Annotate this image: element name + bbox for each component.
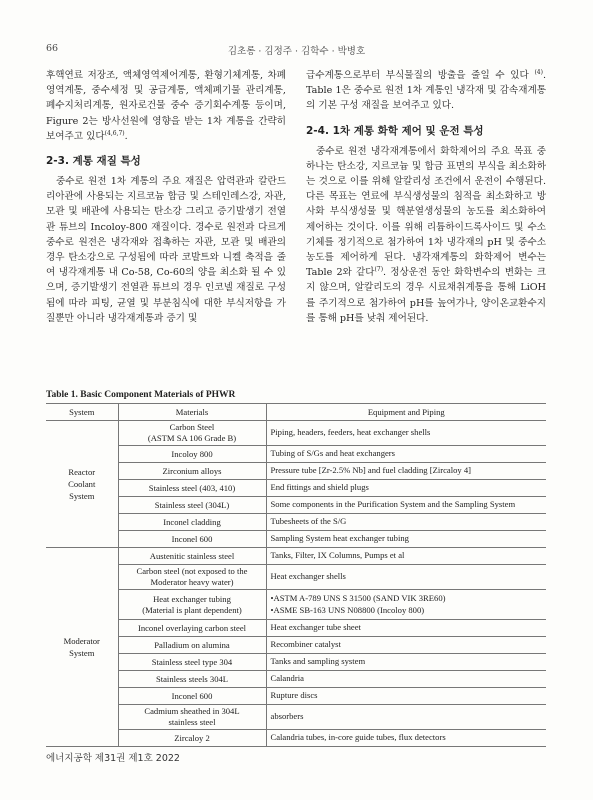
equipment-line: Piping, headers, feeders, heat exchanger shells (270, 427, 431, 438)
equipment-line: absorbers (270, 711, 304, 722)
material-line: Inconel 600 (171, 690, 213, 701)
equipment-line: Some components in the Purification System and the Sampling System (270, 499, 516, 510)
section-heading-2-3: 2-3. 계통 재질 특성 (46, 155, 141, 168)
equipment-cell (266, 531, 546, 548)
paragraph-chemistry-control: 중수로 원전 냉각재계통에서 화학제어의 주요 목표 중 하나는 탄소강, 지르코늄 및 합금 표면의 부식을 최소화하는 것으로 이를 위해 알칼리성 조건에서 운전이 수행된다. 다른 목표는 연료에 부식생성물의 침적을 최소화하고 방사화 부식생성물 및 핵분열생성물의 농도를 최소화하여 제어하는 것이다. 이를 위해 리튬하이드록사이드 및 수소기체를 정기적으로 첨가하여 1차 냉각재의 pH 및 중수소 농도를 제어하게 된다. 냉각재계통의 화학제어 변수는 Table 2와 같다$^{(7)}$. 정상운전 동안 화학변수의 변화는 크지 않으며, 알칼리도의 경우 시료채취계통을 통해 LiOH를 주기적으로 첨가하여 pH를 높여가나, 양이온교환수지를 통해 pH를 낮춰 제어된다. (306, 145, 546, 324)
table-row (46, 688, 546, 705)
table-row (46, 421, 546, 446)
system-label-line: Moderator (63, 636, 100, 646)
material-line: Austenitic stainless steel (149, 550, 235, 561)
equipment-line: Calandria tubes, in-core guide tubes, flux detectors (270, 732, 446, 743)
equipment-cell (266, 654, 546, 671)
page-number: 66 (46, 43, 59, 54)
material-line: Inconel overlaying carbon steel (137, 622, 247, 633)
header-system: System (46, 404, 118, 421)
table-caption: Table 1. Basic Component Materials of PHWR (46, 390, 236, 400)
system-label-line: Coolant (68, 479, 96, 489)
citation-ref: (4) (534, 68, 543, 76)
material-cell (118, 463, 266, 480)
material-cell (118, 688, 266, 705)
material-line: Stainless steel (403, 410) (148, 482, 236, 493)
page-header (46, 43, 547, 57)
header-materials: Materials (118, 404, 266, 421)
paragraph-primary-systems: 후핵연료 저장조, 액체영역제어계통, 환형기체계통, 차폐영역계통, 중수세정 및 공급계통, 액체폐기물 관리계통, 폐수지처리계통, 원자로건물 중수 증기회수계통 등이며, Figure 2는 방사선원에 영향을 받는 1차 계통을 간략히 보여주고 있다$^{(4,6,7)}$. (46, 70, 286, 142)
table-row (46, 620, 546, 637)
equipment-line: Rupture discs (270, 690, 318, 701)
materials-table (46, 403, 546, 747)
material-cell (118, 446, 266, 463)
material-line: Zircaloy 2 (174, 732, 210, 743)
table-row (46, 565, 546, 590)
material-line: Stainless steel type 304 (151, 656, 233, 667)
equipment-cell (266, 671, 546, 688)
equipment-cell (266, 705, 546, 730)
material-cell (118, 705, 266, 730)
material-cell (118, 654, 266, 671)
table-header-row (46, 404, 546, 421)
material-line: Stainless steels 304L (155, 673, 229, 684)
equipment-cell (266, 730, 546, 747)
equipment-cell (266, 497, 546, 514)
material-line: Incoloy 800 (171, 448, 213, 459)
journal-footer: 에너지공학 제31권 제1호 2022 (46, 753, 180, 764)
material-line: Stainless steel (304L) (154, 499, 230, 510)
table-row (46, 480, 546, 497)
table-row (46, 590, 546, 620)
equipment-cell (266, 463, 546, 480)
material-line: Carbon steel (not exposed to the (136, 566, 248, 576)
paragraph-material-properties: 중수로 원전 1차 계통의 주요 재질은 압력관과 칼란드리아관에 사용되는 지르코늄 합금 및 스테인레스강, 자관, 모관 및 배관에 사용되는 탄소강 그리고 증기발생기 전열관 튜브의 Incoloy-800 재질이다. 경수로 원전과 다르게 중수로 원전은 냉각재와 접촉하는 자관, 모관 및 배관의 경우 탄소강으로 구성됨에 따라 코발트와 니켈 축적을 줄여 냉각재계통 내 Co-58, Co-60의 양을 최소화 될 수 있으며, 증기발생기 전열관 튜브의 경우 인코넬 재질로 구성됨에 따라 피팅, 균열 및 부분침식에 대한 부식저항을 가질뿐만 아니라 냉각재계통과 증기 및 (46, 176, 286, 324)
table-row (46, 531, 546, 548)
equipment-line: Sampling System heat exchanger tubing (270, 533, 409, 544)
system-label-line: System (69, 648, 95, 658)
material-cell (118, 548, 266, 565)
table-row (46, 654, 546, 671)
material-line: Palladium on alumina (154, 639, 230, 650)
equipment-line: •ASTM A-789 UNS S 31500 (SAND VIK 3RE60) (270, 593, 446, 603)
equipment-line: Tubing of S/Gs and heat exchangers (270, 448, 396, 459)
table-row (46, 497, 546, 514)
material-cell (118, 620, 266, 637)
equipment-cell (266, 446, 546, 463)
equipment-line: Heat exchanger tube sheet (270, 622, 361, 633)
system-label-line: System (69, 491, 95, 501)
system-cell (46, 421, 118, 548)
material-cell (118, 590, 266, 620)
left-column (46, 68, 286, 326)
header-equipment: Equipment and Piping (266, 404, 546, 421)
equipment-cell (266, 421, 546, 446)
material-line: (Material is plant dependent) (142, 604, 242, 615)
material-cell (118, 514, 266, 531)
material-cell (118, 671, 266, 688)
table-row (46, 463, 546, 480)
equipment-cell (266, 688, 546, 705)
right-column (306, 68, 546, 326)
equipment-line: Tubesheets of the S/G (270, 516, 347, 527)
equipment-cell (266, 637, 546, 654)
equipment-line: Tanks and sampling system (270, 656, 366, 667)
material-cell (118, 730, 266, 747)
table-row (46, 548, 546, 565)
equipment-line: End fittings and shield plugs (270, 482, 369, 493)
equipment-cell (266, 548, 546, 565)
author-line: 김초롱 · 김정주 · 김학수 · 박병호 (227, 46, 366, 57)
table-row (46, 730, 546, 747)
equipment-cell (266, 480, 546, 497)
material-line: Cadmium sheathed in 304L (144, 706, 240, 716)
equipment-cell (266, 514, 546, 531)
system-cell (46, 548, 118, 747)
table-row (46, 446, 546, 463)
equipment-line: Tanks, Filter, IX Columns, Pumps et al (270, 550, 405, 561)
table-row (46, 671, 546, 688)
table-body (46, 421, 546, 747)
material-line: Heat exchanger tubing (153, 593, 231, 604)
material-cell (118, 480, 266, 497)
paragraph-corrosion-release: 급수계통으로부터 부식물질의 방출을 줄일 수 있다 $^{(4)}$. Table 1은 중수로 원전 1차 계통인 냉각재 및 감속재계통의 기본 구성 재질을 보여주고 있다. (306, 68, 546, 112)
equipment-cell (266, 590, 546, 620)
table-row (46, 514, 546, 531)
material-line: (ASTM SA 106 Grade B) (147, 433, 237, 443)
citation-ref: (7) (374, 266, 384, 274)
table-row (46, 637, 546, 654)
table-row (46, 705, 546, 730)
material-line: stainless steel (168, 717, 216, 727)
material-line: Moderator heavy water) (150, 577, 234, 587)
equipment-line: Recombiner catalyst (270, 639, 341, 650)
material-cell (118, 421, 266, 446)
equipment-line: •ASME SB-163 UNS N08800 (Incoloy 800) (270, 604, 425, 615)
material-line: Carbon Steel (169, 422, 215, 432)
citation-ref: (4,6,7) (104, 129, 125, 137)
material-cell (118, 497, 266, 514)
section-heading-2-4: 2-4. 1차 계통 화학 제어 및 운전 특성 (306, 124, 484, 137)
material-line: Inconel 600 (171, 533, 213, 544)
material-cell (118, 531, 266, 548)
material-line: Zirconium alloys (162, 465, 222, 476)
equipment-line: Heat exchanger shells (270, 571, 346, 582)
system-label-line: Reactor (68, 467, 96, 477)
equipment-line: Pressure tube [Zr-2.5% Nb] and fuel cladding [Zircaloy 4] (270, 465, 472, 476)
equipment-cell (266, 620, 546, 637)
equipment-line: Calandria (270, 673, 304, 684)
equipment-cell (266, 565, 546, 590)
material-line: Inconel cladding (163, 516, 221, 527)
material-cell (118, 637, 266, 654)
material-cell (118, 565, 266, 590)
